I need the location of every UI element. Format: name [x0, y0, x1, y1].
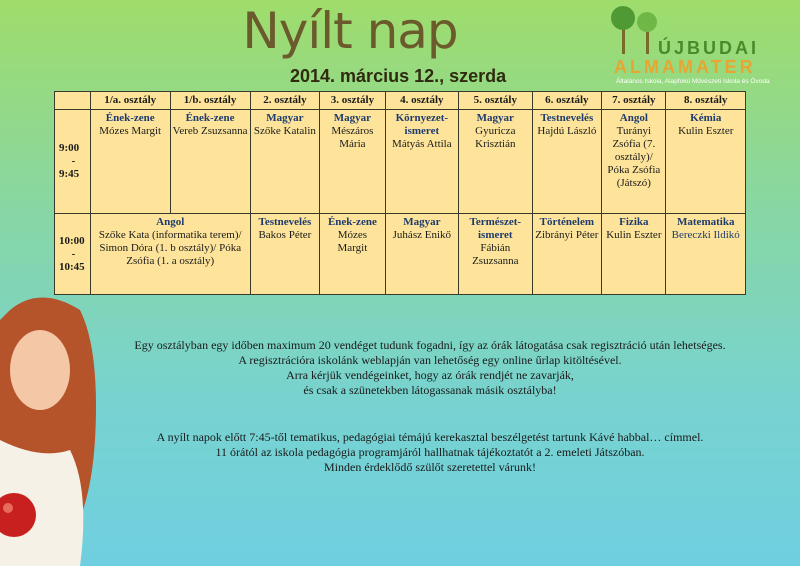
col-header: 4. osztály: [385, 92, 458, 110]
col-header: 1/a. osztály: [90, 92, 170, 110]
logo-tagline: Általános Iskola, Alapfokú Művészeti Iskola és Óvoda: [616, 78, 770, 85]
table-row: [55, 214, 746, 295]
event-date: 2014. március 12., szerda: [290, 66, 507, 86]
class-cell: Kémia Kulin Eszter: [666, 110, 746, 214]
class-cell: Magyar Mészáros Mária: [320, 110, 385, 214]
info-text-2: A nyílt napok előtt 7:45-től tematikus, pedagógiai témájú kerekasztal beszélgetést tartunk Kávé habbal… címmel. 11 órától az iskola pedagógia programjáról hallhatnak tájékoztatót a 2. emeleti Játszóban. Minden érdeklődő szülőt szeretettel várunk!: [156, 430, 704, 474]
info-text-1: Egy osztályban egy időben maximum 20 vendéget tudunk fogadni, így az órák látogatása csak regisztráció után lehetséges. A regisztrációra iskolánk weblapján van lehetőség egy online űrlap kitöltésével. Arra kérjük vendégeinket, hogy az órák rendjét ne zavarják, és csak a szünetekben látogassanak másik osztályba!: [134, 338, 726, 397]
col-header: 8. osztály: [666, 92, 746, 110]
time-cell: 9:00 - 9:45: [55, 110, 91, 214]
col-header: 1/b. osztály: [170, 92, 250, 110]
col-header: 7. osztály: [602, 92, 666, 110]
class-cell: Ének-zene Vereb Zsuzsanna: [170, 110, 250, 214]
class-cell-merged: Angol Szőke Kata (informatika terem)/ Simon Dóra (1. b osztály)/ Póka Zsófia (1. a osztály): [90, 214, 250, 295]
logo-text-ujbudai: ÚJBUDAI: [658, 38, 760, 58]
class-cell: Magyar Juhász Enikő: [385, 214, 458, 295]
class-cell: Környezet-ismeret Mátyás Attila: [385, 110, 458, 214]
class-cell: Matematika Bereczki Ildikó: [666, 214, 746, 295]
time-cell: 10:00 - 10:45: [55, 214, 91, 295]
school-logo: [600, 4, 796, 84]
header-row: [55, 92, 746, 110]
corner-cell: [55, 92, 91, 110]
table-row: [55, 110, 746, 214]
logo-text-almamater: ALMAMATER: [614, 57, 756, 77]
girl-with-apple-image: [0, 290, 140, 566]
class-cell: Testnevelés Bakos Péter: [250, 214, 320, 295]
schedule-table: [54, 91, 746, 295]
class-cell: Magyar Szőke Katalin: [250, 110, 320, 214]
class-cell: Testnevelés Hajdú László: [532, 110, 602, 214]
col-header: 5. osztály: [459, 92, 532, 110]
class-cell: Angol Turányi Zsófia (7. osztály)/ Póka Zsófia (Játszó): [602, 110, 666, 214]
col-header: 2. osztály: [250, 92, 320, 110]
class-cell: Magyar Gyuricza Krisztián: [459, 110, 532, 214]
class-cell: Ének-zene Mózes Margit: [320, 214, 385, 295]
class-cell: Ének-zene Mózes Margit: [90, 110, 170, 214]
col-header: 6. osztály: [532, 92, 602, 110]
page-title: Nyílt nap: [242, 2, 458, 60]
col-header: 3. osztály: [320, 92, 385, 110]
class-cell: Történelem Zibrányi Péter: [532, 214, 602, 295]
class-cell: Fizika Kulin Eszter: [602, 214, 666, 295]
class-cell: Természet-ismeret Fábián Zsuzsanna: [459, 214, 532, 295]
